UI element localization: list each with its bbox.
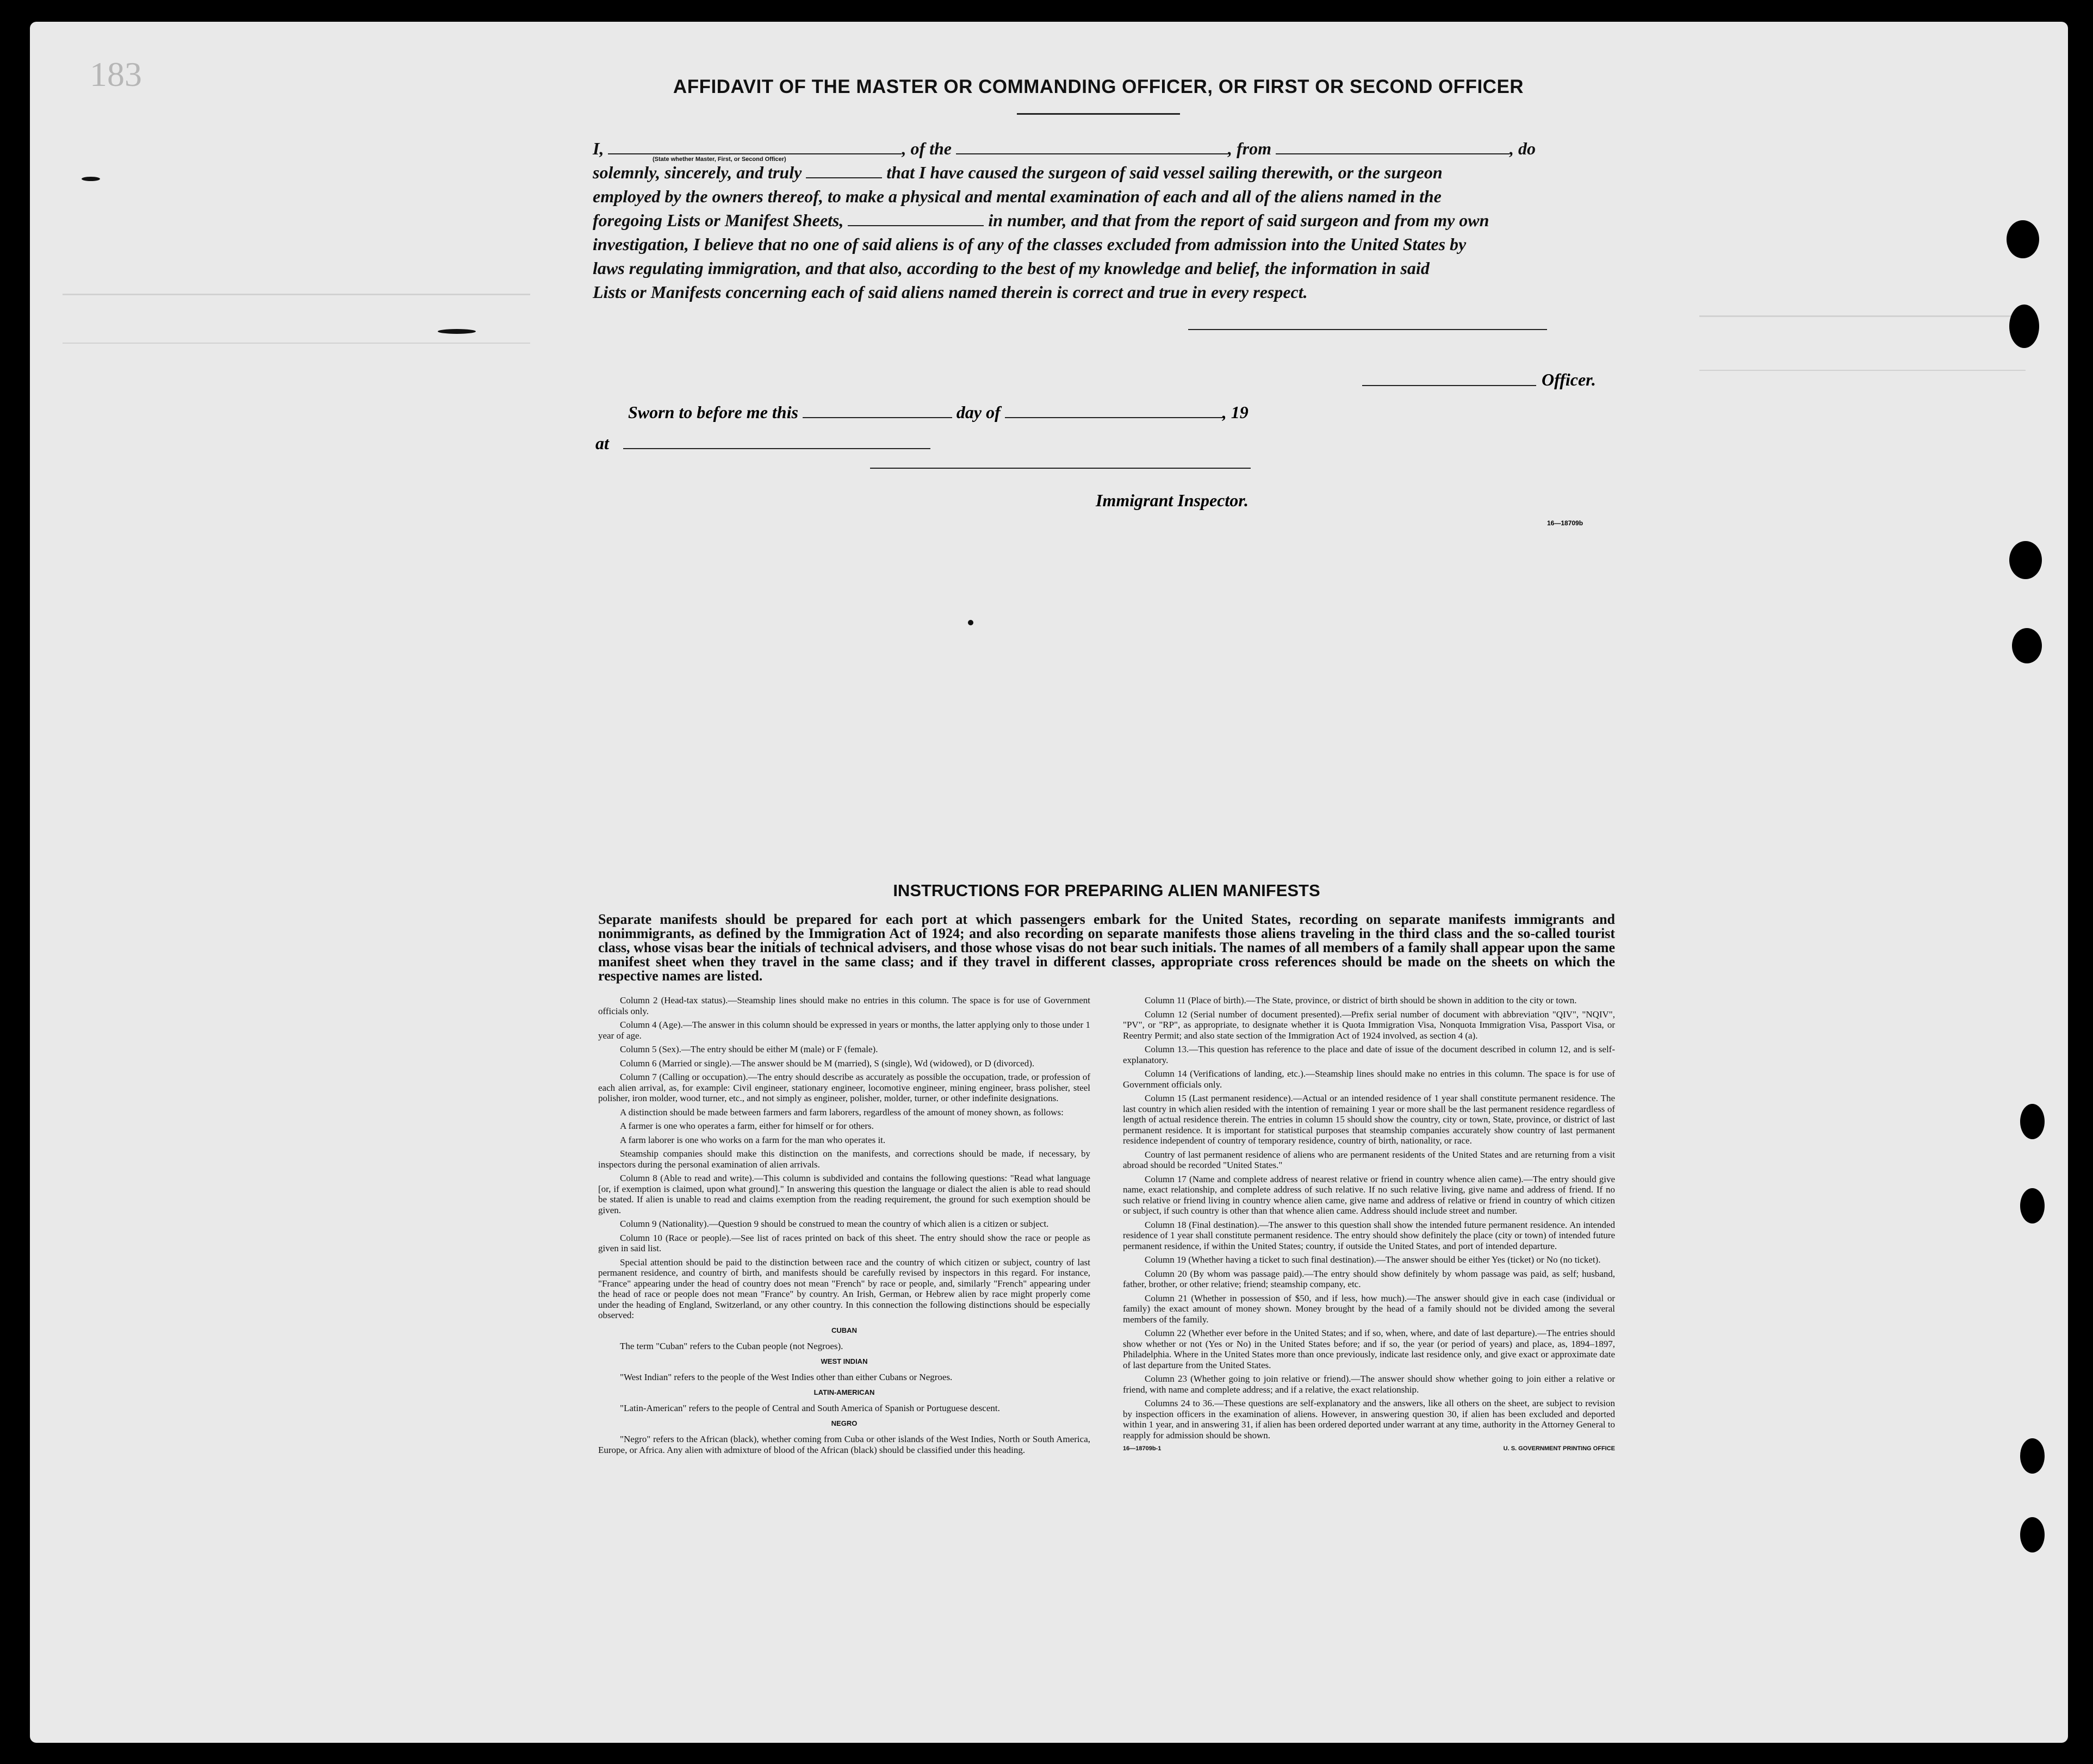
affidavit-text: , do: [1510, 139, 1536, 158]
instruction-paragraph: Special attention should be paid to the distinction between race and the country of which citizen or subject, country of last permanent residence, and country of birth, and manifests should be carefully revised by inspectors in this regard. For instance, "France" appearing under the head of country does not mean "French" by race or people, and, similarly "French" appearing under the head of race or people does not mean "France" by country. An Irish, German, or Hebrew alien by race might properly come under the heading of England, Switzerland, or any other country. In this connection the following distinctions should be especially observed:: [598, 1257, 1090, 1320]
instructions-columns: [598, 995, 1615, 1458]
instruction-paragraph: Column 15 (Last permanent residence).—Actual or an intended residence of 1 year shall constitute permanent residence. The last country in which alien resided with the intention of remaining 1 year or more shall be the last permanent residence regardless of length of actual residence therein. The entries in column 15 should show the country, city or town, State, province, or district of last permanent residence. It is important for statistical purposes that steamship companies accurately show country of last permanent residence independent of country of temporary residence, country of birth, nationality, or race.: [1123, 1093, 1615, 1146]
affidavit-text: solemnly, sincerely, and truly: [593, 163, 802, 182]
instruction-paragraph: Column 13.—This question has reference to the place and date of issue of the document described in column 12, and is self-explanatory.: [1123, 1044, 1615, 1065]
vessel-name-field[interactable]: [956, 139, 1228, 154]
bleed-line: [63, 294, 530, 295]
affidavit-line-4: [593, 208, 1610, 232]
sheet-count-field[interactable]: [848, 211, 984, 226]
binding-hole: [2020, 1517, 2045, 1552]
oath-field[interactable]: [806, 163, 882, 178]
affidavit-line-7: Lists or Manifests concerning each of said aliens named therein is correct and true in every respect.: [593, 282, 1308, 302]
title-rule: [1017, 113, 1180, 115]
instructions-intro: Separate manifests should be prepared for each port at which passengers embark for the United States, recording on separate manifests immigrants and nonimmigrants, as defined by the Immigration Act of 1924; and also recording on separate manifests those aliens traveling in the third class and the so-called tourist class, whose visas bear the initials of technical advisers, and those whose visas do not bear such initials. The names of all members of a family shall appear upon the same manifest sheet when they travel in the same class; and if they travel in different classes, appropriate cross references should be made on the sheets on which the respective names are listed.: [598, 911, 1615, 984]
print-footer: [1123, 1444, 1615, 1455]
ink-mark: [438, 329, 476, 334]
footer-form-number: 16—18709b-1: [1123, 1445, 1162, 1452]
ink-mark: [82, 177, 100, 181]
affidavit-section: [544, 76, 1610, 304]
instruction-paragraph: Column 22 (Whether ever before in the United States; and if so, when, where, and date of last departure).—The entries should show whether or not (Yes or No) in the United States before; and if so, the year (or period of years) and place, as, 1894–1897, Philadelphia. Where in the United States more than once previously, indicate last residence only, and give exact or approximate date of last departure from the United States.: [1123, 1328, 1615, 1370]
bleed-line: [63, 343, 530, 344]
instruction-paragraph: Column 8 (Able to read and write).—This column is subdivided and contains the following questions: "Read what language [or, if exemption is claimed, upon what ground]." In answering this question the language or dialect the alien is able to read should be stated. If alien is unable to read and claims exemption from the reading requirement, the ground for such exemption should be given.: [598, 1173, 1090, 1215]
inspector-label: Immigrant Inspector.: [1096, 490, 1249, 510]
instruction-paragraph: Column 6 (Married or single).—The answer should be M (married), S (single), Wd (widowed), or D (divorced).: [620, 1058, 1035, 1069]
instructions-section: [598, 881, 1615, 1458]
footer-printer: U. S. GOVERNMENT PRINTING OFFICE: [1503, 1445, 1615, 1452]
affidavit-line-2: [593, 160, 1610, 184]
instructions-title: INSTRUCTIONS FOR PREPARING ALIEN MANIFESTS: [893, 881, 1320, 900]
signature-line[interactable]: [1188, 329, 1547, 330]
instruction-paragraph: Steamship companies should make this distinction on the manifests, and corrections should be made, if necessary, by inspectors during the personal examination of alien arrivals.: [598, 1148, 1090, 1170]
instruction-paragraph: Column 20 (By whom was passage paid).—The entry should show definitely by whom passage was paid, as self; husband, father, brother, or other relative; friend; steamship company, etc.: [1123, 1268, 1615, 1289]
binding-hole: [2020, 1188, 2045, 1223]
affidavit-line-6: laws regulating immigration, and that also, according to the best of my knowledge and belief, the information in said: [593, 258, 1430, 278]
bleed-line: [1699, 370, 2026, 371]
heading-latin-american: LATIN-AMERICAN: [813, 1388, 875, 1396]
sworn-text: day of: [956, 402, 1001, 422]
port-from-field[interactable]: [1276, 139, 1510, 154]
instruction-paragraph: A farmer is one who operates a farm, either for himself or for others.: [620, 1121, 874, 1131]
instruction-paragraph: Column 12 (Serial number of document presented).—Prefix serial number of document with abbreviation "QIV", "NQIV", "PV", or "RP", as appropriate, to designate whether it is Quota Immigration Visa, Nonquota Immigration Visa, Passport Visa, or Reentry Permit; and also state section of the Immigration Act of 1924 involved, as section 4 (a).: [1123, 1009, 1615, 1041]
instruction-paragraph: Column 7 (Calling or occupation).—The entry should describe as accurately as possible the occupation, trade, or profession of each alien arrival, as, for example: Civil engineer, stationary engineer, locomotive engineer, mining engineer, brass polisher, steel polisher, iron molder, wood turner, etc., and not simply as engineer, polisher, molder, turner, or other indefinite designations.: [598, 1072, 1090, 1103]
heading-west-indian: WEST INDIAN: [821, 1357, 868, 1365]
sworn-line: [628, 402, 1249, 423]
affidavit-text: in number, and that from the report of said surgeon and from my own: [988, 210, 1489, 230]
form-number: 16—18709b: [1547, 519, 1583, 527]
affidavit-body: [544, 136, 1610, 304]
sworn-month-field[interactable]: [1005, 404, 1222, 418]
binding-hole: [2020, 1104, 2045, 1139]
heading-negro: NEGRO: [831, 1419, 858, 1427]
instruction-paragraph: Column 23 (Whether going to join relative or friend).—The answer should show whether going to join either a relative or friend, with name and complete address; and if a relative, the exact relationship.: [1123, 1374, 1615, 1395]
instruction-paragraph: Column 14 (Verifications of landing, etc.).—Steamship lines should make no entries in this column. The space is for use of Government officials only.: [1123, 1069, 1615, 1090]
instruction-paragraph: Column 2 (Head-tax status).—Steamship lines should make no entries in this column. The space is for use of Government officials only.: [598, 995, 1090, 1016]
manifest-sheet: [30, 22, 2068, 1743]
instruction-paragraph: Column 19 (Whether having a ticket to such final destination).—The answer should be either Yes (ticket) or No (no ticket).: [1145, 1254, 1601, 1265]
instruction-paragraph: A distinction should be made between farmers and farm laborers, regardless of the amount of money shown, as follows:: [620, 1107, 1064, 1117]
at-label: at: [595, 433, 609, 453]
binding-hole: [2020, 1438, 2045, 1474]
text-latin-american: "Latin-American" refers to the people of Central and South America of Spanish or Portuguese descent.: [620, 1403, 1000, 1413]
affidavit-text: foregoing Lists or Manifest Sheets,: [593, 210, 844, 230]
instruction-paragraph: Column 18 (Final destination).—The answer to this question shall show the intended future permanent residence. An intended residence of 1 year shall constitute permanent residence. The entry should show definitely the place (city or town) of intended future permanent residence, if within the United States; country, if outside the United States, and port of intended departure.: [1123, 1219, 1615, 1251]
sworn-day-field[interactable]: [803, 404, 952, 418]
ink-mark: [968, 620, 973, 625]
sworn-text: Sworn to before me this: [628, 402, 798, 422]
instruction-paragraph: Country of last permanent residence of aliens who are permanent residents of the United States and are returning from a visit abroad should be recorded "United States.": [1123, 1149, 1615, 1170]
instruction-paragraph: A farm laborer is one who works on a farm for the man who operates it.: [620, 1134, 886, 1145]
bleed-line: [1699, 315, 2026, 317]
instruction-paragraph: Column 10 (Race or people).—See list of races printed on back of this sheet. The entry should show the race or people as given in said list.: [598, 1232, 1090, 1253]
affidavit-line-5: investigation, I believe that no one of said aliens is of any of the classes excluded from admission into the United States by: [593, 234, 1467, 254]
page-number: 183: [90, 55, 142, 94]
at-line: [595, 433, 930, 454]
sworn-place-field[interactable]: [623, 435, 930, 449]
binding-hole: [2007, 220, 2039, 258]
text-west-indian: "West Indian" refers to the people of the West Indies other than either Cubans or Negroes.: [620, 1372, 953, 1382]
instruction-paragraph: Column 5 (Sex).—The entry should be either M (male) or F (female).: [620, 1044, 878, 1054]
binding-hole: [2009, 541, 2042, 579]
sworn-text: , 19: [1222, 402, 1249, 422]
instructions-right-column: [1123, 995, 1615, 1458]
text-cuban: The term "Cuban" refers to the Cuban people (not Negroes).: [620, 1341, 843, 1351]
affidavit-text: , of the: [902, 139, 952, 158]
instruction-paragraph: Column 4 (Age).—The answer in this column should be expressed in years or months, the latter applying only to those under 1 year of age.: [598, 1020, 1090, 1041]
affidavit-line-3: employed by the owners thereof, to make a physical and mental examination of each and all of the aliens named in the: [593, 187, 1442, 206]
affidavit-text: I,: [593, 139, 604, 158]
officer-signature-line[interactable]: [1362, 385, 1536, 386]
affidavit-text: that I have caused the surgeon of said vessel sailing therewith, or the surgeon: [886, 163, 1443, 182]
text-negro: "Negro" refers to the African (black), whether coming from Cuba or other islands of the West Indies, North or South America, Europe, or Africa. Any alien with admixture of blood of the African (black) should be classified under this heading.: [598, 1434, 1090, 1455]
instruction-paragraph: Column 9 (Nationality).—Question 9 should be construed to mean the country of which alien is a citizen or subject.: [620, 1219, 1049, 1229]
inspector-signature-line[interactable]: [870, 468, 1251, 469]
officer-rank-field[interactable]: [608, 139, 902, 154]
binding-hole: [2009, 305, 2039, 348]
binding-hole: [2012, 628, 2042, 663]
instructions-left-column: [598, 995, 1090, 1458]
heading-cuban: CUBAN: [831, 1326, 857, 1334]
rank-note: (State whether Master, First, or Second Officer): [653, 156, 786, 163]
instruction-paragraph: Column 21 (Whether in possession of $50, and if less, how much).—The answer should give in each case (individual or family) the exact amount of money shown. Money brought by the head of a family should not be divided among the several members of the family.: [1123, 1293, 1615, 1325]
instruction-paragraph: Column 11 (Place of birth).—The State, province, or district of birth should be shown in addition to the city or town.: [1145, 995, 1577, 1005]
instruction-paragraph: Columns 24 to 36.—These questions are self-explanatory and the answers, like all others on the sheet, are subject to revision by inspection officers in the examination of aliens. However, in answering question 30, if alien has been excluded and deported within 1 year, and in answering 31, if alien has been ordered deported under warrant at any time, authority in the Attorney General to reapply for admission should be shown.: [1123, 1398, 1615, 1440]
instruction-paragraph: Column 17 (Name and complete address of nearest relative or friend in country whence alien came).—The entry should give name, exact relationship, and complete address of such relative. If no such relative living, give name and address of friend. If no such relative or friend living in country whence alien came, give name and address of relative or friend in country of which citizen or subject, if such country is other than that whence alien came. Address should include street and number.: [1123, 1173, 1615, 1216]
affidavit-title: AFFIDAVIT OF THE MASTER OR COMMANDING OFFICER, OR FIRST OR SECOND OFFICER: [673, 76, 1524, 97]
affidavit-text: , from: [1228, 139, 1271, 158]
officer-label: Officer.: [1542, 370, 1596, 389]
